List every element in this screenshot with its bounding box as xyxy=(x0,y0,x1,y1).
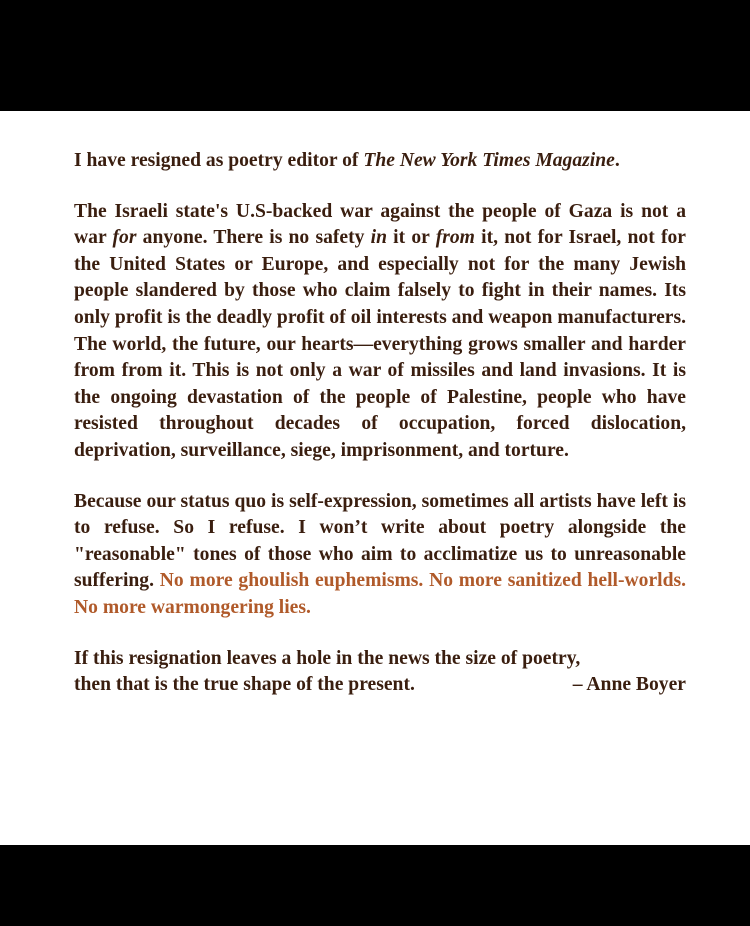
paragraph-refusal-text: Because our status quo is self-expression, sometimes all artists have left is to refuse. So I refuse. I won’t write about poetry alongside the "reasonable" tones of those who aim to acclimatize us to unreasonable suffering. xyxy=(74,490,686,592)
paragraph-war-text-4: it, not for Israel, not for the United States or Europe, and especially not for the many Jewish people slandered by those who claim falsely to fight in their names. Its only profit is the deadly profit of oil interests and weapon manufacturers. The world, the future, our hearts—everything grows smaller and harder from from it. This is not only a war of missiles and land invasions. It is the ongoing devastation of the people of Palestine, people who have resisted throughout decades of occupation, forced dislocation, deprivation, surveillance, siege, imprisonment, and torture. xyxy=(74,227,686,461)
top-black-bar xyxy=(0,0,750,111)
bottom-black-bar xyxy=(0,845,750,926)
signature: – Anne Boyer xyxy=(572,674,686,696)
paragraph-war xyxy=(74,199,686,465)
paragraph-resignation xyxy=(74,148,686,175)
paragraph-war-text-2: anyone. There is no safety xyxy=(136,227,371,249)
paragraph-war-text-3: it or xyxy=(386,227,436,249)
paragraph-refusal xyxy=(74,489,686,622)
closing-line-2-row xyxy=(74,672,686,699)
statement-page xyxy=(0,111,750,845)
publication-name: The New York Times Magazine xyxy=(363,150,615,171)
refusal-highlight: No more ghoulish euphemisms. No more sanitized hell-worlds. No more warmongering lies. xyxy=(74,570,687,618)
paragraph-war-text-1: The Israeli state's U.S-backed war against the people of Gaza is not a war xyxy=(74,200,686,249)
closing-line-2: then that is the true shape of the present. xyxy=(74,674,415,696)
paragraph-resignation-end: . xyxy=(614,150,620,171)
closing-line-1: If this resignation leaves a hole in the news the size of poetry, xyxy=(74,647,581,669)
emphasis-from: from xyxy=(435,227,475,249)
emphasis-in: in xyxy=(370,227,387,249)
paragraph-resignation-text: I have resigned as poetry editor of xyxy=(74,150,364,171)
emphasis-for: for xyxy=(112,227,137,249)
resignation-statement xyxy=(74,148,686,723)
paragraph-closing xyxy=(74,646,686,699)
